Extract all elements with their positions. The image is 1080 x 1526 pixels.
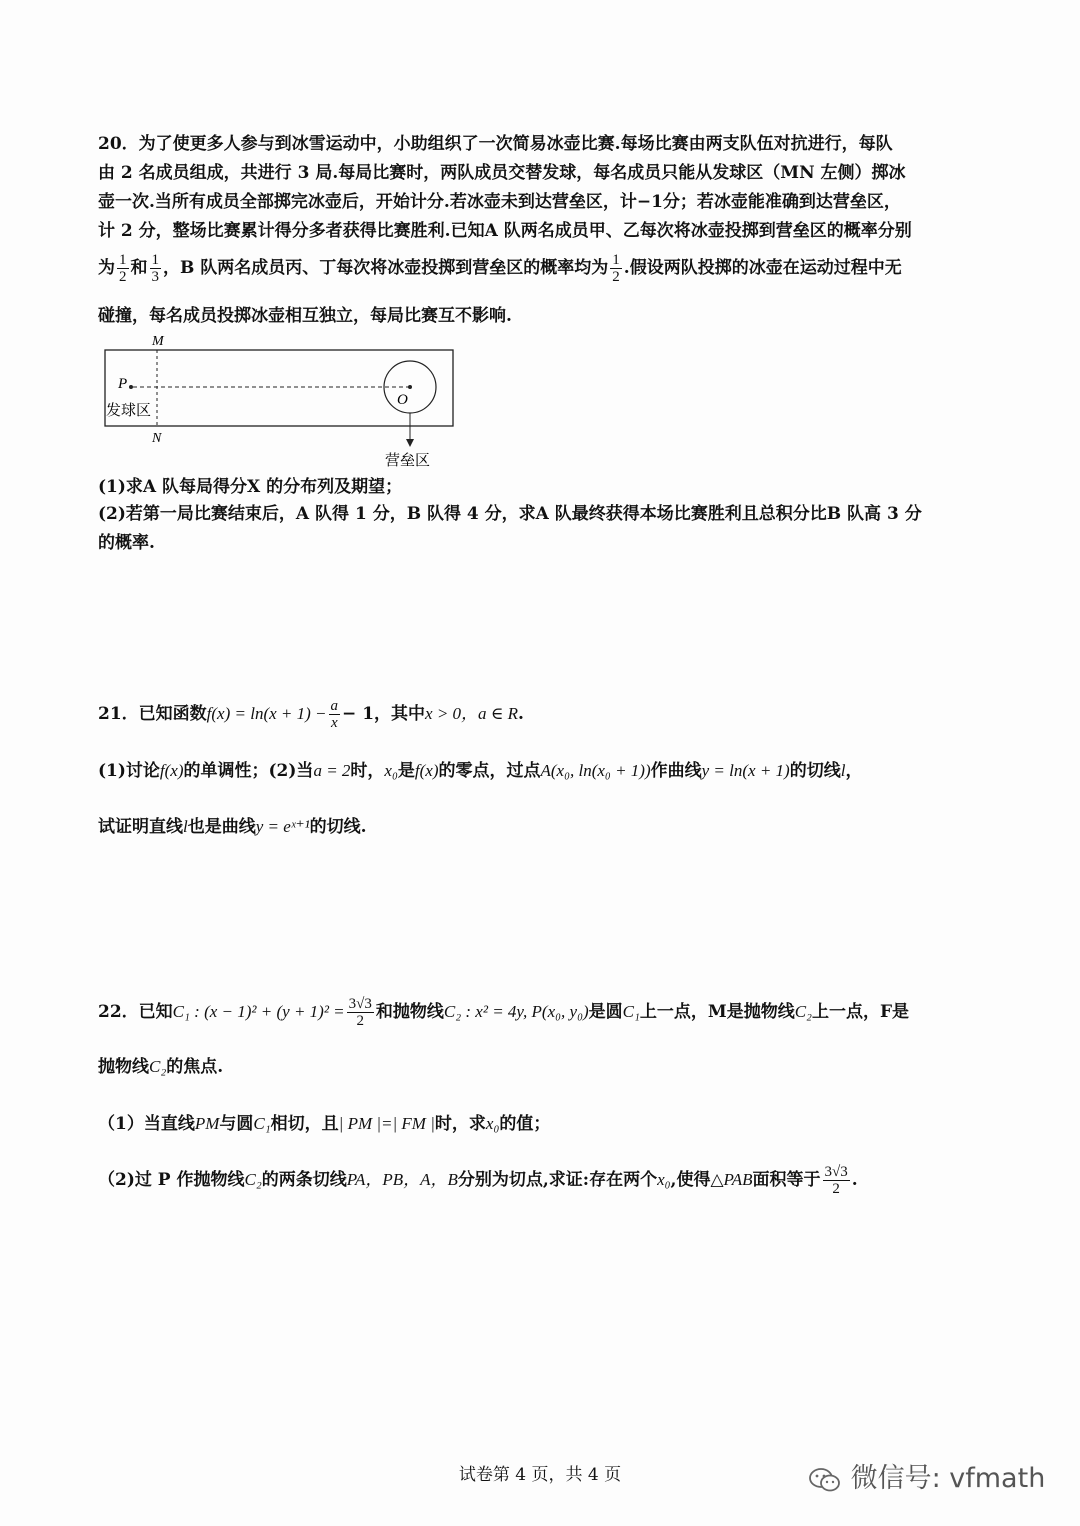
q20-stem bbox=[98, 130, 998, 245]
wechat-icon bbox=[808, 1466, 842, 1494]
label-house: 营垒区 bbox=[385, 451, 431, 469]
page-footer: 试卷第 4 页，共 4 页 bbox=[458, 1465, 622, 1485]
fraction-one-third: $\frac{1}{3}$ bbox=[151, 252, 159, 285]
q22-line-4: （2)过 P 作抛物线C₂的两条切线PA，PB，A，B分别为切点,求证:存在两个x₀,使得△PAB面积等于 $\frac{3√3}{2}$ . bbox=[98, 1164, 858, 1197]
fraction-one-half-b: $\frac{1}{2}$ bbox=[612, 252, 620, 285]
point-o bbox=[408, 385, 412, 389]
curling-rink-diagram bbox=[95, 330, 465, 475]
label-serve-zone: 发球区 bbox=[106, 401, 152, 419]
q20-number: 20． bbox=[98, 134, 139, 154]
q20-sub1: (1)求A 队每局得分X 的分布列及期望； bbox=[98, 477, 403, 497]
q20-sub2-cont: 的概率. bbox=[98, 533, 155, 553]
q20-line-2: 由 2 名成员组成，共进行 3 局.每局比赛时，两队成员交替发球，每名成员只能从发球区（MN 左侧）掷冰 bbox=[98, 163, 906, 183]
label-p: P bbox=[118, 376, 128, 392]
q20-line-1: 20．为了使更多人参与到冰雪运动中，小助组织了一次简易冰壶比赛.每场比赛由两支队伍对抗进行，每队 bbox=[98, 134, 893, 154]
q21-line-1: 21．已知函数f(x) = ln(x + 1) − $\frac{a}{x}$ − 1，其中x > 0，a ∈ R. bbox=[98, 698, 524, 731]
fraction-one-quarter: $\frac{3√3}{2}$ bbox=[348, 996, 372, 1029]
q22-line-3: （1）当直线PM与圆C₁相切，且| PM |=| FM |时，求x₀的值； bbox=[98, 1114, 551, 1134]
q20-line-5: 为 $\frac{1}{2}$ 和 $\frac{1}{3}$ ，B 队两名成员丙、丁每次将冰壶投掷到营垒区的概率均为 $\frac{1}{2}$ .假设两队投掷的冰壶在运动过程中无 bbox=[98, 252, 902, 285]
q20-line-4: 计 2 分，整场比赛累计得分多者获得比赛胜利.已知A 队两名成员甲、乙每次将冰壶投掷到营垒区的概率分别 bbox=[98, 221, 912, 241]
fraction-one-half: $\frac{1}{2}$ bbox=[119, 252, 127, 285]
q21-line-2: (1)讨论f(x)的单调性；(2)当a = 2时，x₀是f(x)的零点，过点A(x₀, ln(x₀ + 1))作曲线y = ln(x + 1)的切线l， bbox=[98, 761, 863, 781]
wechat-watermark bbox=[808, 1456, 1045, 1495]
fraction-a-over-x: $\frac{a}{x}$ bbox=[330, 698, 339, 731]
fraction-3-root-3-over-2: $\frac{3√3}{2}$ bbox=[824, 1164, 848, 1197]
q22-line-2: 抛物线C₂的焦点. bbox=[98, 1057, 224, 1077]
label-n: N bbox=[152, 431, 162, 446]
q20-line-3: 壶一次.当所有成员全部掷完冰壶后，开始计分.若冰壶未到达营垒区，计−1分；若冰壶能准确到达营垒区， bbox=[98, 192, 901, 212]
q20-sub2: (2)若第一局比赛结束后，A 队得 1 分，B 队得 4 分，求A 队最终获得本场比赛胜利且总积分比B 队高 3 分 bbox=[98, 504, 922, 524]
point-p bbox=[129, 385, 133, 389]
q22-line-1: 22．已知C₁ : (x − 1)² + (y + 1)² = $\frac{3√3}{2}$ 和抛物线C₂ : x² = 4y, P(x₀, y₀)是圆C₁上一点，M是抛物线C₂上一点，F是 bbox=[98, 996, 910, 1029]
watermark-text: 微信号: vfmath bbox=[850, 1463, 1046, 1494]
label-o: O bbox=[397, 392, 408, 408]
label-m: M bbox=[152, 334, 164, 349]
q21-line-3: 试证明直线l也是曲线y = eˣ⁺¹的切线. bbox=[98, 817, 367, 837]
q21-function: f(x) = ln(x + 1) − bbox=[206, 704, 327, 723]
q20-line-6: 碰撞，每名成员投掷冰壶相互独立，每局比赛互不影响. bbox=[98, 306, 512, 326]
